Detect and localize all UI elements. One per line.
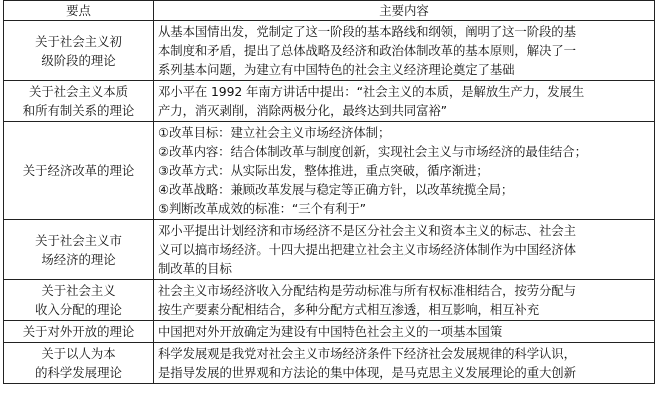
table-row (4, 321, 655, 343)
table-row (4, 21, 655, 81)
table-row (4, 280, 655, 321)
row-key-line: 关于社会主义市 (35, 232, 122, 248)
row-content-line: ①改革目标：建立社会主义市场经济体制； (158, 125, 391, 140)
row-key-line: 场经济的理论 (41, 251, 116, 267)
row-key (4, 343, 154, 384)
row-key (4, 280, 154, 321)
row-content-line: 产力，消灭剥削，消除两极分化，最终达到共同富裕” (158, 103, 448, 118)
row-key (4, 81, 154, 122)
key-points-table (3, 0, 655, 384)
row-key (4, 21, 154, 81)
row-content-line: 制改革的目标 (158, 261, 232, 276)
row-content-line: ②改革内容：结合体制改革与制度创新，实现社会主义与市场经济的最佳结合； (158, 144, 587, 159)
header-key-points: 要点 (4, 1, 154, 21)
row-key-line: 关于以人为本 (41, 346, 116, 361)
row-content-line: 系列基本问题，为建立有中国特色的社会主义经济理论奠定了基础 (158, 62, 515, 77)
row-content-line: 科学发展观是我党对社会主义市场经济条件下经济社会发展规律的科学认识， (158, 346, 576, 361)
table-row (4, 122, 655, 220)
row-content (154, 343, 655, 384)
row-content-line: ④改革战略：兼顾改革发展与稳定等正确方针，以改革统揽全局； (158, 182, 514, 197)
row-key-line: 级阶段的理论 (41, 52, 116, 68)
row-key (4, 122, 154, 220)
row-key-line: 的科学发展理论 (35, 365, 122, 380)
row-content (154, 280, 655, 321)
row-content-line: 义可以搞市场经济。十四大提出把建立社会主义市场经济体制作为中国经济体 (158, 242, 576, 257)
row-content-line: 邓小平在 1992 年南方讲话中提出：“社会主义的本质，是解放生产力，发展生 (158, 84, 585, 99)
row-key-line: 和所有制关系的理论 (22, 103, 135, 118)
header-row (4, 1, 655, 21)
row-content-line: 邓小平提出计划经济和市场经济不是区分社会主义和资本主义的标志、社会主 (158, 223, 576, 238)
row-content (154, 220, 655, 280)
row-key-line: 关于经济改革的理论 (22, 163, 135, 178)
row-key (4, 321, 154, 343)
row-content-line: 社会主义市场经济收入分配结构是劳动标准与所有权标准相结合，按劳分配与 (158, 283, 576, 298)
row-content-line: 中国把对外开放确定为建设有中国特色社会主义的一项基本国策 (158, 324, 503, 339)
row-content-line: 按生产要素分配相结合，多种分配方式相互渗透，相互影响，相互补充 (158, 302, 540, 317)
row-content-line: ⑤判断改革成效的标准：“三个有利于” (158, 201, 367, 216)
table-row (4, 81, 655, 122)
row-key (4, 220, 154, 280)
row-content (154, 21, 655, 81)
row-content-line: ③改革方式：从实际出发，整体推进，重点突破，循序渐进； (158, 163, 489, 178)
row-content-line: 本制度和矛盾，提出了总体战略及经济和政治体制改革的基本原则，解决了一 (158, 43, 576, 58)
row-content-line: 是指导发展的世界观和方法论的集中体现，是马克思主义发展理论的重大创新 (158, 365, 576, 380)
row-key-line: 关于社会主义初 (35, 33, 122, 49)
row-content (154, 321, 655, 343)
table-row (4, 220, 655, 280)
table-row (4, 343, 655, 384)
row-key-line: 关于社会主义本质 (28, 84, 129, 99)
row-key-line: 关于社会主义 (41, 283, 116, 298)
row-content (154, 81, 655, 122)
row-content-line: 从基本国情出发，党制定了这一阶段的基本路线和纲领，阐明了这一阶段的基 (158, 24, 576, 39)
row-key-line: 关于对外开放的理论 (22, 324, 135, 339)
row-key-line: 收入分配的理论 (35, 302, 122, 317)
header-main-content: 主要内容 (154, 1, 655, 21)
row-content (154, 122, 655, 220)
